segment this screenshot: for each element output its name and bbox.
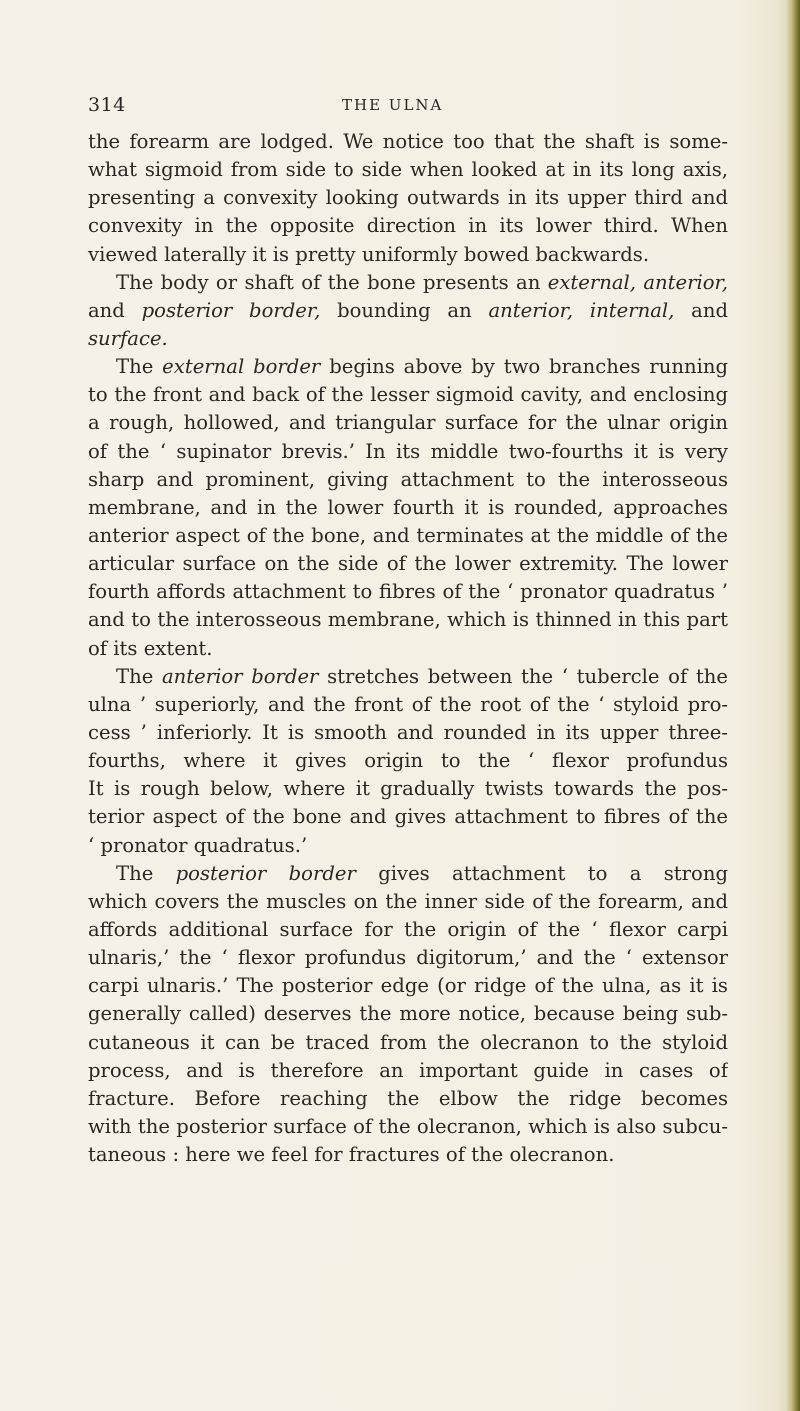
text-line: cutaneous it can be traced from the olecranon to the styloid xyxy=(88,1030,728,1054)
page-edge-shadow xyxy=(786,0,800,1411)
text-line: articular surface on the side of the lower extremity. The lower xyxy=(88,552,728,576)
body-text xyxy=(88,128,728,1169)
text-line: surface. xyxy=(88,326,168,350)
text-line: ulna ’ superiorly, and the front of the root of the ‘ styloid pro- xyxy=(88,692,728,716)
text-line: which covers the muscles on the inner side of the forearm, and xyxy=(88,889,728,913)
text-line: with the posterior surface of the olecranon, which is also subcu- xyxy=(88,1114,728,1138)
text-line: and to the interosseous membrane, which is thinned in this part xyxy=(88,608,728,632)
text-line: ‘ pronator quadratus.’ xyxy=(88,833,308,857)
text-line: The external border begins above by two branches running xyxy=(116,355,728,379)
text-line: cess ’ inferiorly. It is smooth and rounded in its upper three- xyxy=(88,720,728,744)
page-header xyxy=(0,92,800,120)
text-line: ulnaris,’ the ‘ flexor profundus digitorum,’ and the ‘ extensor xyxy=(88,946,728,970)
text-line: fourth affords attachment to fibres of the ‘ pronator quadratus ’ xyxy=(88,580,728,604)
text-line: sharp and prominent, giving attachment to the interosseous xyxy=(88,467,728,491)
text-line: fourths, where it gives origin to the ‘ flexor profundus xyxy=(88,749,728,773)
text-line: viewed laterally it is pretty uniformly bowed backwards. xyxy=(88,242,650,266)
text-line: process, and is therefore an important guide in cases of xyxy=(88,1058,728,1082)
text-line: of its extent. xyxy=(88,636,213,660)
text-line: and posterior border, bounding an anterior, internal, and xyxy=(88,298,728,322)
text-line: fracture. Before reaching the elbow the ridge becomes xyxy=(88,1086,728,1110)
page-number: 314 xyxy=(88,94,126,116)
text-line: of the ‘ supinator brevis.’ In its middle two-fourths it is very xyxy=(88,439,728,463)
text-line: taneous : here we feel for fractures of the olecranon. xyxy=(88,1143,615,1167)
text-line: what sigmoid from side to side when looked at in its long axis, xyxy=(88,158,728,182)
text-line: membrane, and in the lower fourth it is rounded, approaches xyxy=(88,495,728,519)
text-line: convexity in the opposite direction in its lower third. When xyxy=(88,214,728,238)
text-line: generally called) deserves the more notice, because being sub- xyxy=(88,1002,728,1026)
text-line: to the front and back of the lesser sigmoid cavity, and enclosing xyxy=(88,383,728,407)
text-line: The anterior border stretches between the ‘ tubercle of the xyxy=(116,664,728,688)
text-line: It is rough below, where it gradually twists towards the pos- xyxy=(88,777,728,801)
text-line: The posterior border gives attachment to a strong xyxy=(116,861,728,885)
running-head: THE ULNA xyxy=(342,96,444,114)
text-line: The body or shaft of the bone presents an external, anterior, xyxy=(116,270,728,294)
text-line: carpi ulnaris.’ The posterior edge (or ridge of the ulna, as it is xyxy=(88,974,728,998)
text-line: a rough, hollowed, and triangular surface for the ulnar origin xyxy=(88,411,728,435)
text-line: presenting a convexity looking outwards in its upper third and xyxy=(88,186,728,210)
text-line: the forearm are lodged. We notice too that the shaft is some- xyxy=(88,130,728,153)
text-line: affords additional surface for the origin of the ‘ flexor carpi xyxy=(88,917,728,941)
text-line: terior aspect of the bone and gives attachment to fibres of the xyxy=(88,805,728,829)
text-line: anterior aspect of the bone, and terminates at the middle of the xyxy=(88,523,728,547)
